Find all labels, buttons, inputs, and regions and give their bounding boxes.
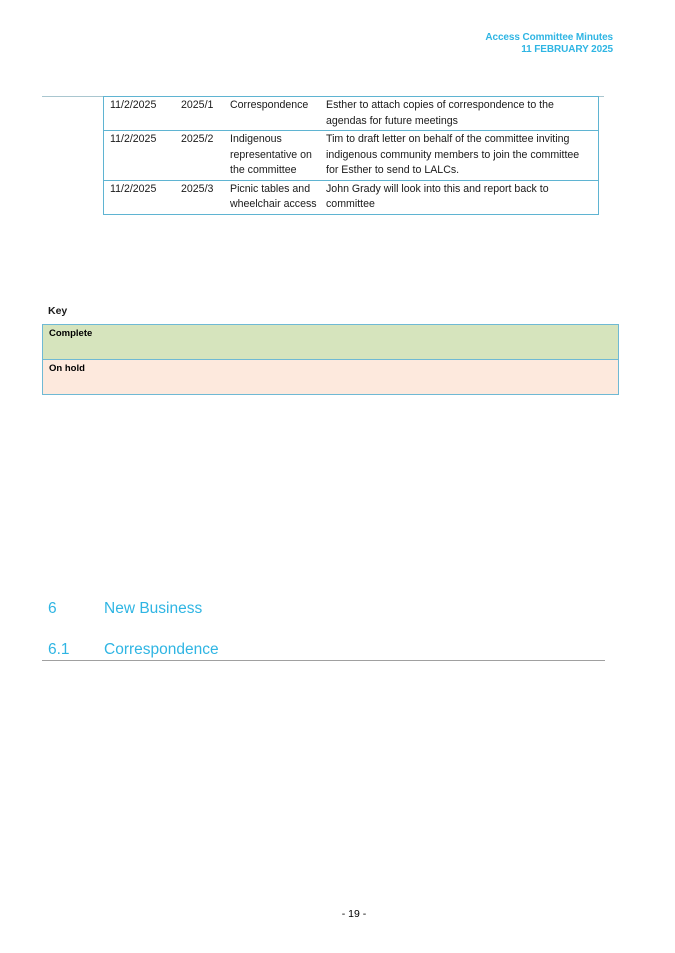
key-row-complete [43,325,619,360]
header-date: 11 FEBRUARY 2025 [521,44,613,55]
action-date: 11/2/2025 [104,131,178,181]
page-number: - 19 - [341,908,367,920]
key-on-hold: On hold [43,360,619,395]
action-date: 11/2/2025 [104,97,178,131]
action-items-table [103,96,599,215]
action-number: 2025/2 [177,131,226,181]
action-item: Picnic tables and wheelchair access [226,180,322,214]
table-row [104,131,599,181]
action-date: 11/2/2025 [104,180,178,214]
action-number: 2025/3 [177,180,226,214]
status-key-table [42,324,619,395]
section-rule [42,660,605,661]
page-header [485,32,613,56]
action-item: Indigenous representative on the committee [226,131,322,181]
key-heading: Key [48,305,68,317]
section-title: New Business [104,600,203,617]
key-row-on-hold [43,360,619,395]
action-item: Correspondence [226,97,322,131]
table-row [104,97,599,131]
action-number: 2025/1 [177,97,226,131]
section-heading-correspondence [48,641,348,661]
section-heading-new-business [48,600,348,620]
section-title: Correspondence [104,641,219,658]
action-description: John Grady will look into this and report back to committee [322,180,599,214]
table-row [104,180,599,214]
header-title: Access Committee Minutes [485,32,613,43]
action-description: Tim to draft letter on behalf of the committee inviting indigenous community members to join the committee for Esther to send to LALCs. [322,131,599,181]
section-number: 6 [48,600,57,617]
action-description: Esther to attach copies of correspondence to the agendas for future meetings [322,97,599,131]
section-number: 6.1 [48,641,70,658]
key-complete: Complete [43,325,619,360]
